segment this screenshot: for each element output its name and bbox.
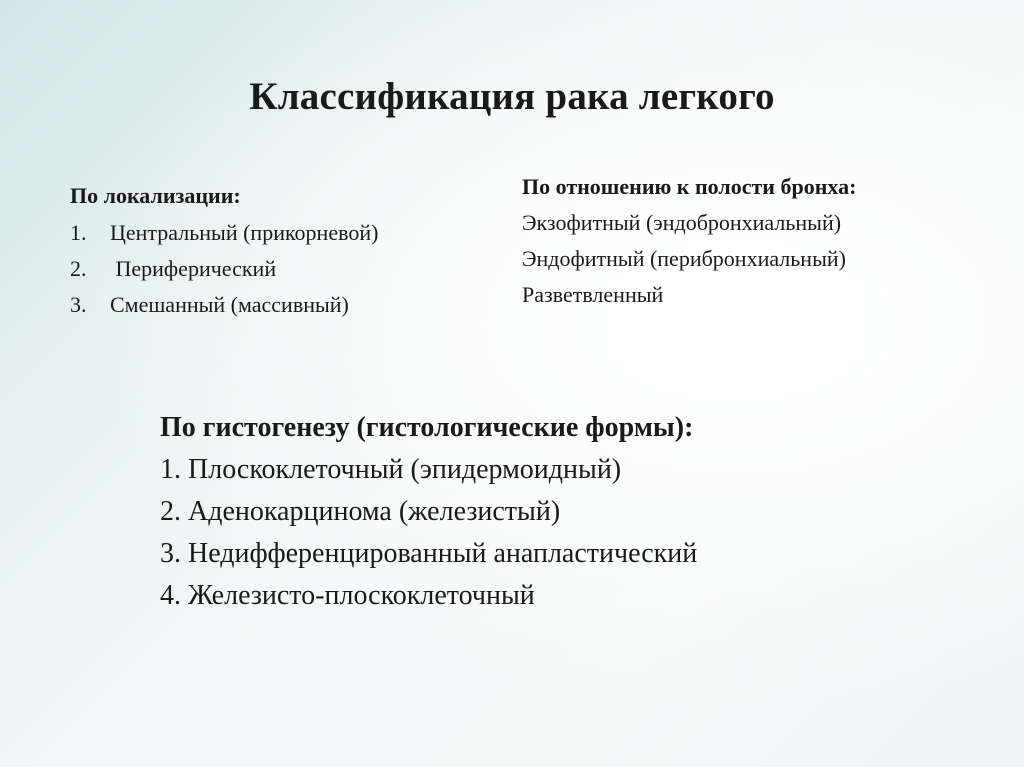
list-item-text: Смешанный (массивный) xyxy=(110,292,349,317)
histogenesis-list xyxy=(160,449,697,617)
localization-list xyxy=(70,215,378,323)
list-item: Разветвленный xyxy=(522,282,664,307)
list-item: Экзофитный (эндобронхиальный) xyxy=(522,210,842,235)
list-item: 2. Аденокарцинома (железистый) xyxy=(160,496,561,527)
bronchus-relation-section xyxy=(522,169,856,313)
list-item-number: 2. xyxy=(70,256,87,281)
list-item-number: 1. xyxy=(70,220,87,245)
histogenesis-heading: По гистогенезу (гистологические формы): xyxy=(160,412,694,443)
list-item-text: Периферический xyxy=(110,256,277,281)
histogenesis-section xyxy=(160,407,697,617)
localization-heading: По локализации: xyxy=(70,183,241,208)
localization-section xyxy=(70,177,378,323)
list-item: 1. Плоскоклеточный (эпидермоидный) xyxy=(160,454,622,485)
bronchus-relation-heading: По отношению к полости бронха: xyxy=(522,174,857,199)
list-item xyxy=(70,287,378,323)
bronchus-relation-list xyxy=(522,205,856,313)
list-item: 3. Недифференцированный анапластический xyxy=(160,538,698,569)
list-item xyxy=(70,251,378,287)
list-item-text: Центральный (прикорневой) xyxy=(110,220,379,245)
list-item xyxy=(70,215,378,251)
list-item: Эндофитный (перибронхиальный) xyxy=(522,246,846,271)
slide-title: Классификация рака легкого xyxy=(249,75,775,118)
list-item: 4. Железисто-плоскоклеточный xyxy=(160,580,535,611)
list-item-number: 3. xyxy=(70,292,87,317)
